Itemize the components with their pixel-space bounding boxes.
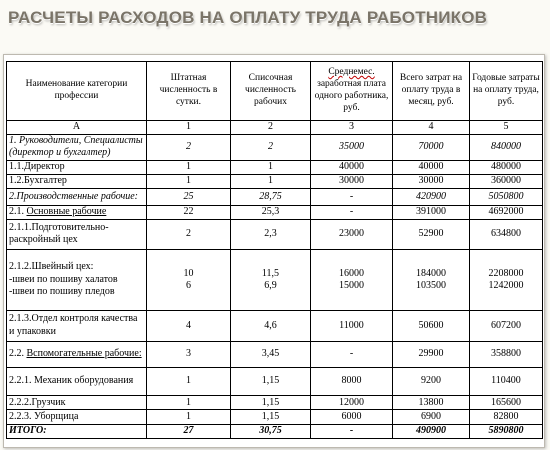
monthly-cost-value: 103500 <box>416 280 446 292</box>
total-row <box>7 424 543 438</box>
avg-salary: 6000 <box>311 410 393 424</box>
payroll-count: 1,15 <box>231 410 311 424</box>
category-name-line: -швеи по пошиву халатов <box>9 273 118 285</box>
staff-count: 1 <box>147 410 231 424</box>
annual-cost: 5050800 <box>470 189 543 205</box>
table-row <box>7 134 543 160</box>
avg-salary: 12000 <box>311 396 393 410</box>
category-name: 2.Производственные рабочие: <box>7 189 147 205</box>
category-name: 1.1.Директор <box>7 160 147 174</box>
category-name <box>7 341 147 367</box>
category-name-main: Основные рабочие <box>26 205 107 217</box>
staff-count: 27 <box>147 424 231 438</box>
payroll-count-value: 6,9 <box>264 280 277 292</box>
annual-cost-value: 1242000 <box>488 280 524 292</box>
table-row <box>7 396 543 410</box>
staff-count: 22 <box>147 205 231 219</box>
index-row <box>7 120 543 134</box>
staff-count-value: 10 <box>183 267 194 279</box>
monthly-cost: 29900 <box>393 341 470 367</box>
monthly-cost: 30000 <box>393 175 470 189</box>
staff-count: 3 <box>147 341 231 367</box>
header-avg-salary <box>311 62 393 121</box>
staff-count: 1 <box>147 367 231 395</box>
payroll-count-value: 11,5 <box>261 267 280 279</box>
monthly-cost: 420900 <box>393 189 470 205</box>
monthly-cost <box>393 250 470 311</box>
staff-count-value: 6 <box>186 280 191 292</box>
annual-cost: 82800 <box>470 410 543 424</box>
staff-count: 25 <box>147 189 231 205</box>
monthly-cost-value: 184000 <box>416 267 446 279</box>
header-avg-salary-a: Среднемес. <box>328 67 375 78</box>
payroll-count: 4,6 <box>231 311 311 341</box>
slide-title: РАСЧЕТЫ РАСХОДОВ НА ОПЛАТУ ТРУДА РАБОТНИКОВ <box>8 8 488 27</box>
monthly-cost: 9200 <box>393 367 470 395</box>
header-payroll-count: Списочная численность рабочих <box>231 62 311 121</box>
monthly-cost: 52900 <box>393 219 470 249</box>
avg-salary: 30000 <box>311 175 393 189</box>
labor-cost-table <box>6 61 543 439</box>
index-cell: А <box>7 120 147 134</box>
annual-cost: 4692000 <box>470 205 543 219</box>
payroll-count: 2,3 <box>231 219 311 249</box>
annual-cost: 607200 <box>470 311 543 341</box>
monthly-cost: 50600 <box>393 311 470 341</box>
avg-salary: 35000 <box>311 134 393 160</box>
payroll-count: 1 <box>231 175 311 189</box>
category-name: 2.2.2.Грузчик <box>7 396 147 410</box>
category-name-head: 2.1.2.Швейный цех: <box>9 261 94 273</box>
table-row <box>7 341 543 367</box>
staff-count: 1 <box>147 175 231 189</box>
payroll-count <box>231 250 311 311</box>
index-cell: 5 <box>470 120 543 134</box>
header-annual-cost: Годовые затраты на оплату труда, руб. <box>470 62 543 121</box>
avg-salary: 11000 <box>311 311 393 341</box>
avg-salary: - <box>311 424 393 438</box>
table-row <box>7 219 543 249</box>
annual-cost: 480000 <box>470 160 543 174</box>
annual-cost-value: 2208000 <box>488 267 524 279</box>
avg-salary <box>311 250 393 311</box>
table-row <box>7 160 543 174</box>
payroll-count: 30,75 <box>231 424 311 438</box>
payroll-count: 28,75 <box>231 189 311 205</box>
category-name-main: Вспомогательные рабочие: <box>26 347 142 359</box>
avg-salary: - <box>311 341 393 367</box>
staff-count: 2 <box>147 134 231 160</box>
payroll-count: 3,45 <box>231 341 311 367</box>
category-name-prefix: 2.1. <box>9 205 27 217</box>
category-name: 2.2.3. Уборщица <box>7 410 147 424</box>
category-name: 2.1.1.Подготовительно-раскройный цех <box>7 219 147 249</box>
annual-cost: 110400 <box>470 367 543 395</box>
index-cell: 4 <box>393 120 470 134</box>
category-name-prefix: 2.2. <box>9 347 27 359</box>
payroll-count: 25,3 <box>231 205 311 219</box>
category-name-line: -швеи по пошиву пледов <box>9 286 115 298</box>
category-name: 1.2.Бухгалтер <box>7 175 147 189</box>
table-frame <box>3 54 545 448</box>
table-row <box>7 175 543 189</box>
table-row <box>7 205 543 219</box>
header-category: Наименование категории профессии <box>7 62 147 121</box>
avg-salary: - <box>311 189 393 205</box>
monthly-cost: 391000 <box>393 205 470 219</box>
category-name: 2.1.3.Отдел контроля качества и упаковки <box>7 311 147 341</box>
annual-cost: 5890800 <box>470 424 543 438</box>
table-row <box>7 367 543 395</box>
table-row <box>7 250 543 311</box>
annual-cost: 360000 <box>470 175 543 189</box>
annual-cost <box>470 250 543 311</box>
staff-count: 1 <box>147 160 231 174</box>
total-label: ИТОГО: <box>7 424 147 438</box>
staff-count: 2 <box>147 219 231 249</box>
index-cell: 1 <box>147 120 231 134</box>
payroll-count: 2 <box>231 134 311 160</box>
avg-salary: - <box>311 205 393 219</box>
annual-cost: 165600 <box>470 396 543 410</box>
staff-count <box>147 250 231 311</box>
avg-salary: 8000 <box>311 367 393 395</box>
annual-cost: 358800 <box>470 341 543 367</box>
payroll-count: 1,15 <box>231 396 311 410</box>
index-cell: 3 <box>311 120 393 134</box>
category-name <box>7 205 147 219</box>
monthly-cost: 6900 <box>393 410 470 424</box>
category-name: 2.2.1. Механик оборудования <box>7 367 147 395</box>
annual-cost: 634800 <box>470 219 543 249</box>
avg-salary: 40000 <box>311 160 393 174</box>
avg-salary-value: 15000 <box>339 280 364 292</box>
staff-count: 4 <box>147 311 231 341</box>
monthly-cost: 70000 <box>393 134 470 160</box>
table-row <box>7 189 543 205</box>
monthly-cost: 40000 <box>393 160 470 174</box>
category-name: 1. Руководители, Специалисты (директор и бухгалтер) <box>7 134 147 160</box>
staff-count: 1 <box>147 396 231 410</box>
table-row <box>7 311 543 341</box>
avg-salary: 23000 <box>311 219 393 249</box>
payroll-count: 1,15 <box>231 367 311 395</box>
avg-salary-value: 16000 <box>339 267 364 279</box>
table-header-row <box>7 62 543 121</box>
monthly-cost: 490900 <box>393 424 470 438</box>
monthly-cost: 13800 <box>393 396 470 410</box>
header-staff-count: Штатная численность в сутки. <box>147 62 231 121</box>
table-row <box>7 410 543 424</box>
index-cell: 2 <box>231 120 311 134</box>
annual-cost: 840000 <box>470 134 543 160</box>
payroll-count: 1 <box>231 160 311 174</box>
category-name <box>7 250 147 311</box>
header-avg-salary-b: заработная плата одного работника, руб. <box>314 79 389 113</box>
header-monthly-cost: Всего затрат на оплату труда в месяц, руб. <box>393 62 470 121</box>
